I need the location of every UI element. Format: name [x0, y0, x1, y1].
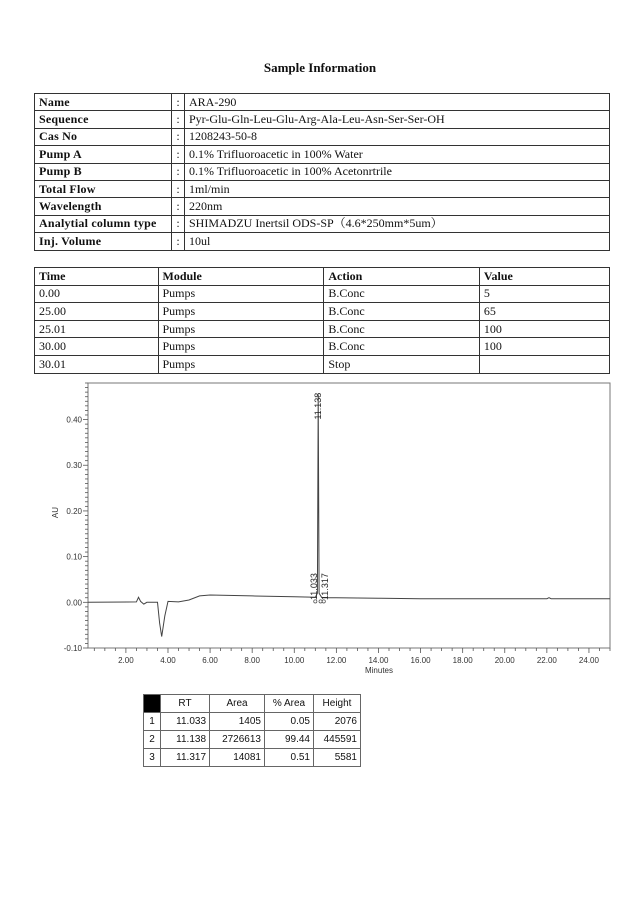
sample-info-table [34, 93, 610, 251]
table-cell: 2 [144, 731, 161, 749]
table-cell: Pumps [158, 285, 324, 303]
info-value: Pyr-Glu-Gln-Leu-Glu-Arg-Ala-Leu-Asn-Ser-Ser-OH [185, 111, 610, 128]
table-cell: B.Conc [324, 285, 480, 303]
table-row [35, 338, 610, 356]
x-tick-label: 18.00 [452, 656, 473, 665]
table-cell: 14081 [210, 749, 265, 767]
column-header: RT [161, 695, 210, 713]
table-cell: Pumps [158, 338, 324, 356]
gradient-table [34, 267, 610, 374]
info-separator: : [172, 163, 185, 180]
column-header: Time [35, 268, 159, 286]
y-tick-label: 0.10 [66, 552, 82, 562]
peak-label: 11.317 [319, 573, 330, 601]
column-header: Height [314, 695, 361, 713]
info-label: Inj. Volume [35, 233, 172, 250]
table-row [35, 320, 610, 338]
table-cell: 30.00 [35, 338, 159, 356]
y-tick-label: -0.10 [63, 644, 82, 653]
info-label: Pump B [35, 163, 172, 180]
column-header: Module [158, 268, 324, 286]
info-row [35, 215, 610, 232]
table-cell: 100 [479, 338, 609, 356]
peak-label: 11.033 [309, 573, 320, 601]
y-tick-label: 0.20 [66, 506, 82, 516]
table-cell: 2726613 [210, 731, 265, 749]
peak-row [144, 713, 361, 731]
info-row [35, 94, 610, 111]
table-cell: 100 [479, 320, 609, 338]
table-cell: 99.44 [265, 731, 314, 749]
info-label: Total Flow [35, 180, 172, 197]
info-separator: : [172, 198, 185, 215]
table-cell [479, 355, 609, 373]
x-axis-label: Minutes [364, 666, 394, 675]
x-tick-label: 16.00 [410, 656, 431, 665]
info-value: 1ml/min [185, 180, 610, 197]
table-cell: 11.138 [161, 731, 210, 749]
table-cell: 11.033 [161, 713, 210, 731]
info-separator: : [172, 111, 185, 128]
table-cell: Pumps [158, 303, 324, 321]
table-cell: B.Conc [324, 303, 480, 321]
table-cell: 0.05 [265, 713, 314, 731]
info-separator: : [172, 180, 185, 197]
chromatogram-chart [0, 380, 640, 680]
info-value: ARA-290 [185, 94, 610, 111]
table-cell: Pumps [158, 320, 324, 338]
peak-row [144, 749, 361, 767]
table-cell: 3 [144, 749, 161, 767]
peak-label: 11.138 [313, 392, 324, 420]
y-tick-label: 0.00 [66, 598, 82, 608]
x-tick-label: 24.00 [578, 656, 599, 665]
info-separator: : [172, 215, 185, 232]
x-tick-label: 22.00 [536, 656, 557, 665]
corner-cell [144, 695, 161, 713]
info-label: Wavelength [35, 198, 172, 215]
y-tick-label: 0.30 [66, 461, 82, 471]
info-row [35, 198, 610, 215]
x-tick-label: 2.00 [118, 656, 134, 665]
x-tick-label: 10.00 [284, 656, 305, 665]
x-tick-label: 6.00 [202, 656, 218, 665]
peak-row [144, 731, 361, 749]
table-cell: 25.01 [35, 320, 159, 338]
info-value: 0.1% Trifluoroacetic in 100% Acetonrtrile [185, 163, 610, 180]
info-separator: : [172, 128, 185, 145]
table-cell: Pumps [158, 355, 324, 373]
table-cell: 2076 [314, 713, 361, 731]
info-label: Analytial column type [35, 215, 172, 232]
info-separator: : [172, 146, 185, 163]
info-separator: : [172, 94, 185, 111]
info-value: SHIMADZU Inertsil ODS-SP（4.6*250mm*5um） [185, 215, 610, 232]
info-label: Cas No [35, 128, 172, 145]
table-row [35, 303, 610, 321]
info-separator: : [172, 233, 185, 250]
y-tick-label: 0.40 [66, 415, 82, 425]
column-header: % Area [265, 695, 314, 713]
info-label: Sequence [35, 111, 172, 128]
table-cell: 1405 [210, 713, 265, 731]
info-row [35, 163, 610, 180]
table-cell: 0.51 [265, 749, 314, 767]
page-title: Sample Information [263, 60, 377, 75]
column-header: Area [210, 695, 265, 713]
info-value: 0.1% Trifluoroacetic in 100% Water [185, 146, 610, 163]
table-cell: 30.01 [35, 355, 159, 373]
info-row [35, 128, 610, 145]
info-label: Pump A [35, 146, 172, 163]
info-row [35, 180, 610, 197]
table-row [35, 355, 610, 373]
table-cell: 1 [144, 713, 161, 731]
column-header: Value [479, 268, 609, 286]
info-row [35, 233, 610, 250]
x-tick-label: 14.00 [368, 656, 389, 665]
info-value: 1208243-50-8 [185, 128, 610, 145]
table-cell: B.Conc [324, 338, 480, 356]
x-tick-label: 20.00 [494, 656, 515, 665]
info-value: 220nm [185, 198, 610, 215]
chromatogram-trace [88, 394, 610, 636]
info-value: 10ul [185, 233, 610, 250]
x-tick-label: 12.00 [326, 656, 347, 665]
table-cell: 5581 [314, 749, 361, 767]
info-label: Name [35, 94, 172, 111]
x-tick-label: 8.00 [244, 656, 260, 665]
table-cell: B.Conc [324, 320, 480, 338]
x-tick-label: 4.00 [160, 656, 176, 665]
table-cell: 445591 [314, 731, 361, 749]
column-header: Action [324, 268, 480, 286]
peak-results-table [143, 694, 361, 767]
info-row [35, 111, 610, 128]
y-axis-label: AU [51, 506, 60, 519]
table-cell: Stop [324, 355, 480, 373]
table-cell: 5 [479, 285, 609, 303]
chromatogram-plot [0, 380, 640, 680]
info-row [35, 146, 610, 163]
table-cell: 0.00 [35, 285, 159, 303]
table-cell: 11.317 [161, 749, 210, 767]
table-cell: 25.00 [35, 303, 159, 321]
table-row [35, 285, 610, 303]
table-cell: 65 [479, 303, 609, 321]
